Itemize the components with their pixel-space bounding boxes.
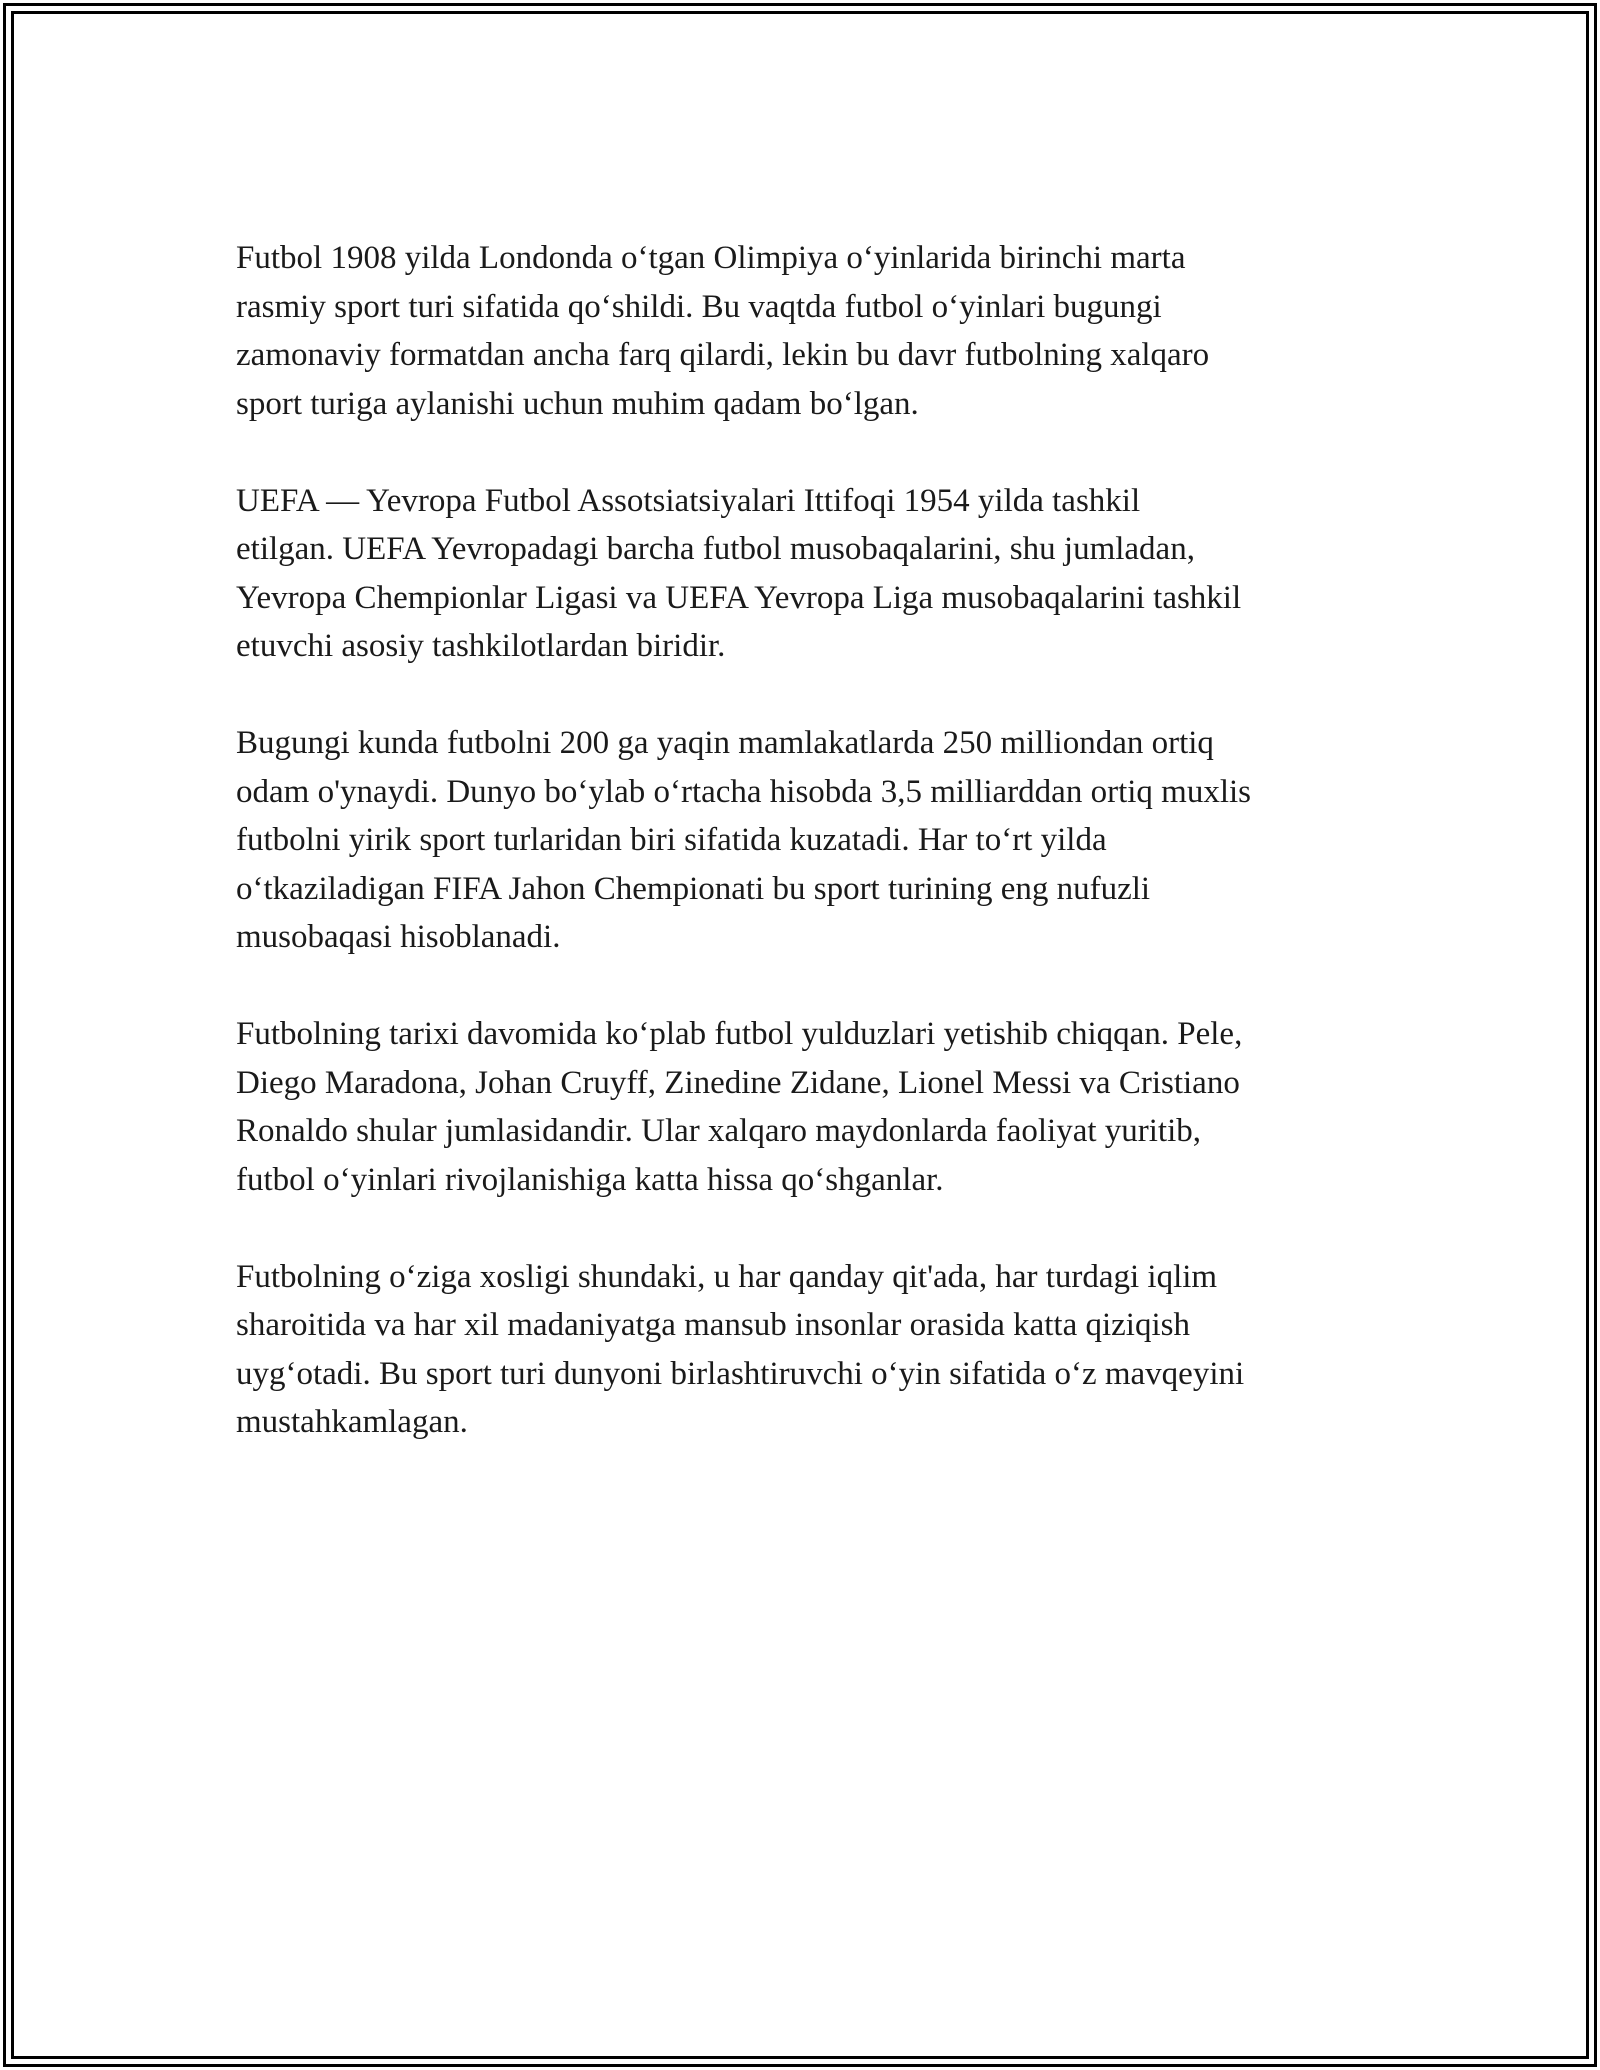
- paragraph-popularity: [236, 719, 1386, 962]
- text-line: Yevropa Chempionlar Ligasi va UEFA Yevropa Liga musobaqalarini tashkil: [236, 579, 1242, 616]
- text-line: Futbolning tarixi davomida ko‘plab futbol yulduzlari yetishib chiqqan. Pele,: [236, 1016, 1243, 1052]
- text-line: musobaqasi hisoblanadi.: [236, 919, 561, 955]
- text-line: Futbol 1908 yilda Londonda o‘tgan Olimpiya o‘yinlarida birinchi marta: [236, 240, 1186, 276]
- text-line: Futbolning o‘ziga xosligi shundaki, u har qanday qit'ada, har turdagi iqlim: [236, 1258, 1218, 1295]
- paragraph-olympics: [236, 234, 1386, 428]
- text-line: UEFA — Yevropa Futbol Assotsiatsiyalari Ittifoqi 1954 yilda tashkil: [236, 482, 1141, 519]
- text-line: etuvchi asosiy tashkilotlardan biridir.: [236, 628, 726, 664]
- text-line: sharoitida va har xil madaniyatga mansub insonlar orasida katta qiziqish: [236, 1307, 1190, 1343]
- text-line: rasmiy sport turi sifatida qo‘shildi. Bu vaqtda futbol o‘yinlari bugungi: [236, 288, 1162, 325]
- text-line: zamonaviy formatdan ancha farq qilardi, lekin bu davr futbolning xalqaro: [236, 337, 1210, 373]
- text-line: Diego Maradona, Johan Cruyff, Zinedine Zidane, Lionel Messi va Cristiano: [236, 1064, 1240, 1101]
- text-line: Ronaldo shular jumlasidandir. Ular xalqaro maydonlarda faoliyat yuritib,: [236, 1113, 1202, 1149]
- text-line: futbol o‘yinlari rivojlanishiga katta hissa qo‘shganlar.: [236, 1161, 944, 1198]
- text-line: sport turiga aylanishi uchun muhim qadam bo‘lgan.: [236, 385, 919, 422]
- text-line: mustahkamlagan.: [236, 1404, 468, 1440]
- paragraph-uniqueness: [236, 1253, 1386, 1447]
- text-line: odam o'ynaydi. Dunyo bo‘ylab o‘rtacha hisobda 3,5 milliarddan ortiq muxlis: [236, 773, 1252, 810]
- text-line: o‘tkaziladigan FIFA Jahon Chempionati bu sport turining eng nufuzli: [236, 870, 1151, 907]
- paragraph-stars: [236, 1010, 1386, 1204]
- text-line: uyg‘otadi. Bu sport turi dunyoni birlashtiruvchi o‘yin sifatida o‘z mavqeyini: [236, 1355, 1245, 1392]
- text-line: etilgan. UEFA Yevropadagi barcha futbol musobaqalarini, shu jumladan,: [236, 531, 1195, 567]
- text-line: Bugungi kunda futbolni 200 ga yaqin mamlakatlarda 250 milliondan ortiq: [236, 725, 1214, 761]
- paragraph-uefa: [236, 477, 1386, 671]
- document-body: [236, 234, 1386, 1495]
- text-line: futbolni yirik sport turlaridan biri sifatida kuzatadi. Har to‘rt yilda: [236, 822, 1107, 858]
